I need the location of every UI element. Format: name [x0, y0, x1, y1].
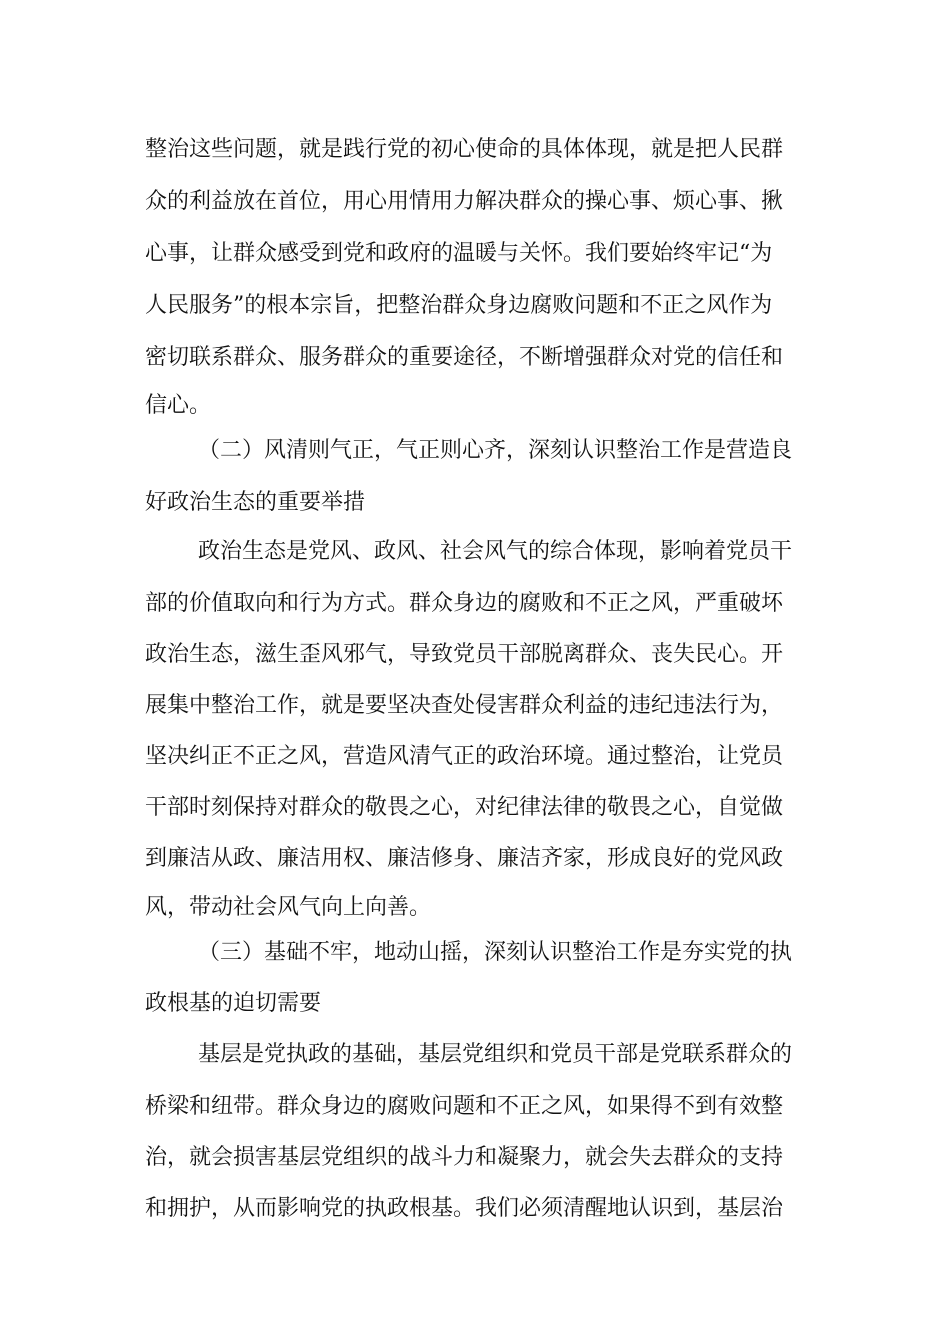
text-line: 人民服务”的根本宗旨，把整治群众身边腐败问题和不正之风作为	[145, 293, 773, 318]
section-heading: 好政治生态的重要举措	[145, 490, 366, 515]
text-line: 基层是党执政的基础，基层党组织和党员干部是党联系群众的	[198, 1042, 793, 1067]
text-line: 政治生态是党风、政风、社会风气的综合体现，影响着党员干	[198, 539, 793, 564]
section-heading: （三）基础不牢，地动山摇，深刻认识整治工作是夯实党的执	[198, 940, 793, 965]
text-line: 政治生态，滋生歪风邪气，导致党员干部脱离群众、丧失民心。开	[145, 642, 784, 667]
text-line: 治，就会损害基层党组织的战斗力和凝聚力，就会失去群众的支持	[145, 1145, 784, 1170]
text-line: 众的利益放在首位，用心用情用力解决群众的操心事、烦心事、揪	[145, 189, 784, 214]
text-line: 展集中整治工作，就是要坚决查处侵害群众利益的违纪违法行为，	[145, 693, 784, 718]
text-line: 坚决纠正不正之风，营造风清气正的政治环境。通过整治，让党员	[145, 744, 784, 769]
text-line: 和拥护，从而影响党的执政根基。我们必须清醒地认识到，基层治	[145, 1196, 784, 1221]
text-line: 部的价值取向和行为方式。群众身边的腐败和不正之风，严重破坏	[145, 591, 784, 616]
text-line: 密切联系群众、服务群众的重要途径，不断增强群众对党的信任和	[145, 345, 784, 370]
section-heading: （二）风清则气正，气正则心齐，深刻认识整治工作是营造良	[198, 438, 793, 463]
text-line: 风，带动社会风气向上向善。	[145, 895, 432, 920]
text-line: 整治这些问题，就是践行党的初心使命的具体体现，就是把人民群	[145, 137, 784, 162]
text-line: 干部时刻保持对群众的敬畏之心，对纪律法律的敬畏之心，自觉做	[145, 795, 784, 820]
section-heading: 政根基的迫切需要	[145, 991, 322, 1016]
text-line: 到廉洁从政、廉洁用权、廉洁修身、廉洁齐家，形成良好的党风政	[145, 846, 784, 871]
text-line: 桥梁和纽带。群众身边的腐败问题和不正之风，如果得不到有效整	[145, 1094, 784, 1119]
text-line: 心事，让群众感受到党和政府的温暖与关怀。我们要始终牢记“为	[145, 241, 773, 266]
text-line: 信心。	[145, 393, 212, 418]
